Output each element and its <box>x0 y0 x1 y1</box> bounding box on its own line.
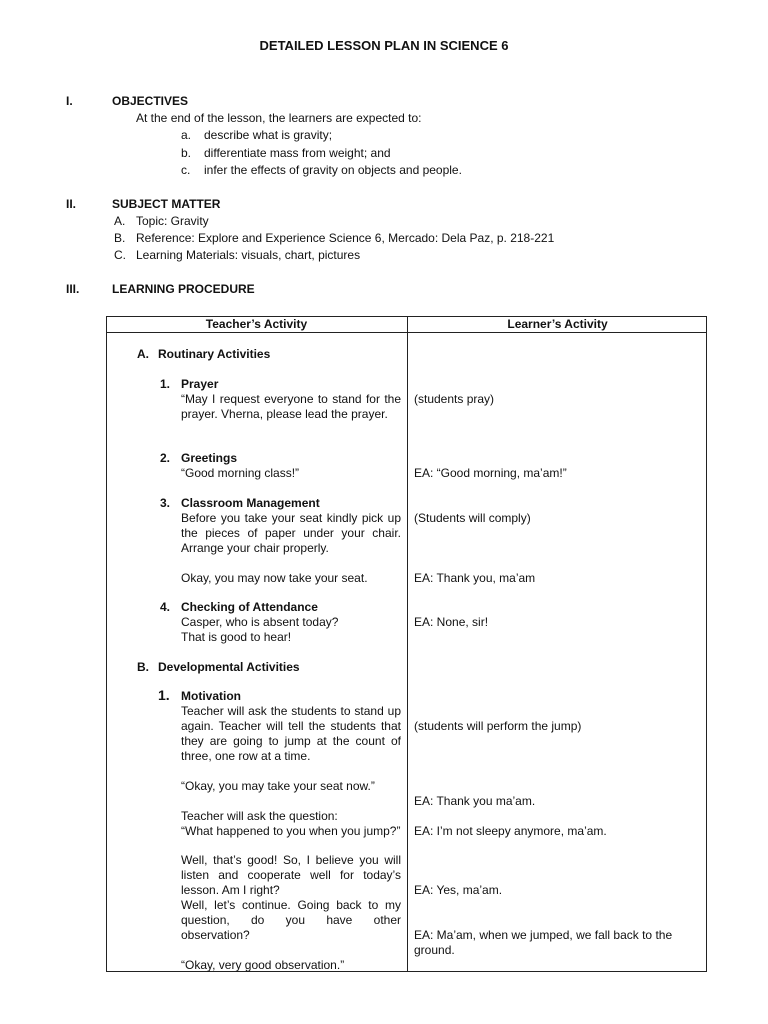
activity-group-heading: Routinary Activities <box>158 347 271 361</box>
subject-letter: B. <box>114 231 126 245</box>
activity-heading: Prayer <box>181 377 219 391</box>
objective-item: describe what is gravity; <box>204 128 333 142</box>
activity-number: 1. <box>158 687 170 703</box>
learner-response: (students pray) <box>414 392 495 406</box>
activity-heading: Greetings <box>181 451 238 465</box>
activity-group-letter: B. <box>137 660 149 674</box>
teacher-text: “Okay, very good observation.” <box>181 958 345 972</box>
subject-letter: C. <box>114 248 126 262</box>
section-numeral-subject: II. <box>66 197 77 211</box>
activity-number: 3. <box>160 496 171 510</box>
teacher-text: Before you take your seat kindly pick up the pieces of paper under your chair. Arrange your chair properly. <box>181 511 401 555</box>
objectives-intro: At the end of the lesson, the learners are expected to: <box>136 111 422 125</box>
table-header-learner: Learner’s Activity <box>507 317 608 331</box>
teacher-text: “Good morning class!” <box>181 466 300 480</box>
activity-heading: Motivation <box>181 689 241 703</box>
learner-response: (Students will comply) <box>414 511 531 525</box>
objective-item: differentiate mass from weight; and <box>204 146 391 160</box>
activity-number: 1. <box>160 377 171 391</box>
section-heading-procedure: LEARNING PROCEDURE <box>112 282 255 296</box>
learner-response: EA: Thank you, ma’am <box>414 571 536 585</box>
learner-response: EA: Thank you ma’am. <box>414 794 536 808</box>
learner-response: EA: Ma’am, when we jumped, we fall back to the ground. <box>414 928 673 957</box>
table-header-teacher: Teacher’s Activity <box>205 317 308 331</box>
teacher-text: Casper, who is absent today? <box>181 615 339 629</box>
learner-response: EA: I’m not sleepy anymore, ma’am. <box>414 824 607 838</box>
table-header-divider <box>106 332 707 333</box>
activity-heading: Classroom Management <box>181 496 320 510</box>
subject-item: Reference: Explore and Experience Science 6, Mercado: Dela Paz, p. 218-221 <box>136 231 555 245</box>
teacher-text: That is good to hear! <box>181 630 292 644</box>
objective-letter: a. <box>181 128 192 142</box>
teacher-text: Teacher will ask the question: <box>181 809 338 823</box>
teacher-text: “Okay, you may take your seat now.” <box>181 779 375 793</box>
activity-heading: Checking of Attendance <box>181 600 318 614</box>
teacher-text: “What happened to you when you jump?” <box>181 824 401 838</box>
objective-item: infer the effects of gravity on objects and people. <box>204 163 462 177</box>
section-numeral-procedure: III. <box>66 282 80 296</box>
learner-response: EA: None, sir! <box>414 615 489 629</box>
objective-letter: b. <box>181 146 192 160</box>
learner-response: EA: Yes, ma’am. <box>414 883 503 897</box>
document-title: DETAILED LESSON PLAN IN SCIENCE 6 <box>259 38 509 53</box>
section-heading-objectives: OBJECTIVES <box>112 94 189 108</box>
section-heading-subject: SUBJECT MATTER <box>112 197 221 211</box>
learner-response: EA: “Good morning, ma’am!” <box>414 466 567 480</box>
subject-letter: A. <box>114 214 126 228</box>
teacher-text: Well, that’s good! So, I believe you will listen and cooperate well for today’s lesson. Am I right? <box>181 853 401 897</box>
teacher-text: Okay, you may now take your seat. <box>181 571 368 585</box>
teacher-text: Teacher will ask the students to stand up again. Teacher will tell the students that they are going to jump at the count of three, one row at a time. <box>181 704 401 763</box>
table-column-divider <box>407 316 408 972</box>
section-numeral-objectives: I. <box>66 94 73 108</box>
learner-response: (students will perform the jump) <box>414 719 582 733</box>
activity-group-heading: Developmental Activities <box>158 660 300 674</box>
teacher-text: “May I request everyone to stand for the prayer. Vherna, please lead the prayer. <box>181 392 401 421</box>
activity-number: 2. <box>160 451 171 465</box>
subject-item: Topic: Gravity <box>136 214 209 228</box>
subject-item: Learning Materials: visuals, chart, pictures <box>136 248 361 262</box>
objective-letter: c. <box>181 163 191 177</box>
activity-group-letter: A. <box>137 347 149 361</box>
activity-number: 4. <box>160 600 171 614</box>
teacher-text: Well, let’s continue. Going back to my question, do you have other observation? <box>181 898 401 942</box>
